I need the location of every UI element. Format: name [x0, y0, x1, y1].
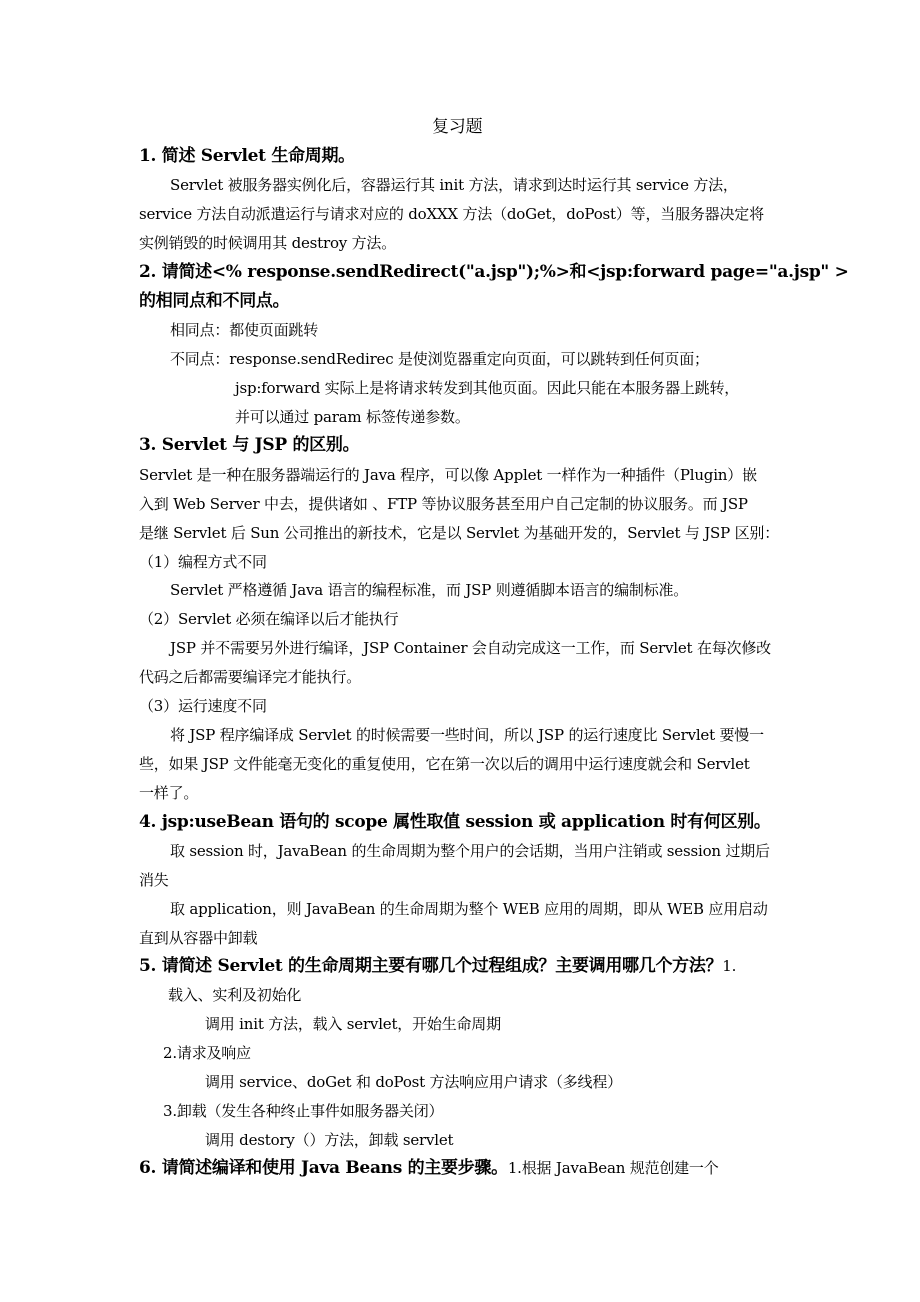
question-5-step-2: 2.请求及响应 [163, 1044, 251, 1062]
question-5-step-3: 3.卸载（发生各种终止事件如服务器关闭） [163, 1102, 444, 1120]
question-3-intro-line: 入到 Web Server 中去，提供诸如 、FTP 等协议服务甚至用户自己定制的协议服务。而 JSP [139, 495, 748, 513]
question-5-step-1: 载入、实利及初始化 [168, 986, 302, 1004]
question-5-heading-tail: 1. [722, 957, 737, 975]
question-3-point-3-body: 将 JSP 程序编译成 Servlet 的时候需要一些时间，所以 JSP 的运行速度比 Servlet 要慢一 [170, 726, 764, 744]
question-6-heading-row [139, 1158, 719, 1178]
question-4-application-line: 取 application，则 JavaBean 的生命周期为整个 WEB 应用的周期，即从 WEB 应用启动 [170, 900, 768, 918]
question-4-application-line: 直到从容器中卸载 [139, 929, 258, 947]
question-2-diff-line: 并可以通过 param 标签传递参数。 [235, 408, 470, 426]
question-2-diff-point: 不同点：response.sendRedirec 是使浏览器重定向页面，可以跳转到任何页面； [170, 350, 709, 368]
question-5-step-1-detail: 调用 init 方法，载入 servlet，开始生命周期 [205, 1015, 501, 1033]
question-5-heading-row [139, 956, 736, 976]
question-5-heading: 5. 请简述 Servlet 的生命周期主要有哪几个过程组成？主要调用哪几个方法？ [139, 956, 723, 976]
question-1-answer-line: Servlet 被服务器实例化后，容器运行其 init 方法，请求到达时运行其 service 方法， [170, 176, 738, 194]
question-5-step-3-detail: 调用 destory（）方法，卸载 servlet [205, 1131, 454, 1149]
question-2-heading: 2. 请简述<% response.sendRedirect("a.jsp");%>和<jsp:forward page="a.jsp" > [139, 262, 849, 282]
question-3-point-2-body: JSP 并不需要另外进行编译，JSP Container 会自动完成这一工作，而 Servlet 在每次修改 [170, 639, 771, 657]
question-3-point-3-body: 一样了。 [139, 784, 199, 802]
question-3-heading: 3. Servlet 与 JSP 的区别。 [139, 435, 360, 455]
question-3-point-3-body: 些，如果 JSP 文件能毫无变化的重复使用，它在第一次以后的调用中运行速度就会和 Servlet [139, 755, 750, 773]
page-title: 复习题 [432, 117, 483, 137]
question-4-session-line: 取 session 时，JavaBean 的生命周期为整个用户的会话期，当用户注销或 session 过期后 [170, 842, 770, 860]
question-6-heading: 6. 请简述编译和使用 Java Beans 的主要步骤。 [139, 1158, 508, 1178]
question-4-session-line: 消失 [139, 871, 169, 889]
question-4-heading: 4. jsp:useBean 语句的 scope 属性取值 session 或 application 时有何区别。 [139, 812, 771, 832]
question-6-heading-tail: 1.根据 JavaBean 规范创建一个 [507, 1159, 719, 1177]
question-3-point-1-title: （1）编程方式不同 [139, 553, 267, 571]
question-3-point-1-body: Servlet 严格遵循 Java 语言的编程标准，而 JSP 则遵循脚本语言的编制标准。 [170, 581, 689, 599]
question-2-diff-line: jsp:forward 实际上是将请求转发到其他页面。因此只能在本服务器上跳转， [235, 379, 740, 397]
question-3-point-3-title: （3）运行速度不同 [139, 697, 267, 715]
question-2-heading-cont: 的相同点和不同点。 [139, 291, 290, 311]
question-3-point-2-title: （2）Servlet 必须在编译以后才能执行 [139, 610, 399, 628]
question-2-same-point: 相同点：都使页面跳转 [170, 321, 319, 339]
question-1-answer-line: service 方法自动派遣运行与请求对应的 doXXX 方法（doGet，doPost）等，当服务器决定将 [139, 205, 764, 223]
question-3-point-2-body: 代码之后都需要编译完才能执行。 [139, 668, 362, 686]
question-5-step-2-detail: 调用 service、doGet 和 doPost 方法响应用户请求（多线程） [205, 1073, 622, 1091]
question-3-intro-line: Servlet 是一种在服务器端运行的 Java 程序，可以像 Applet 一样作为一种插件（Plugin）嵌 [139, 466, 757, 484]
question-1-heading: 1. 简述 Servlet 生命周期。 [139, 146, 355, 166]
question-3-intro-line: 是继 Servlet 后 Sun 公司推出的新技术，它是以 Servlet 为基础开发的，Servlet 与 JSP 区别： [139, 524, 779, 542]
question-1-answer-line: 实例销毁的时候调用其 destroy 方法。 [139, 234, 397, 252]
